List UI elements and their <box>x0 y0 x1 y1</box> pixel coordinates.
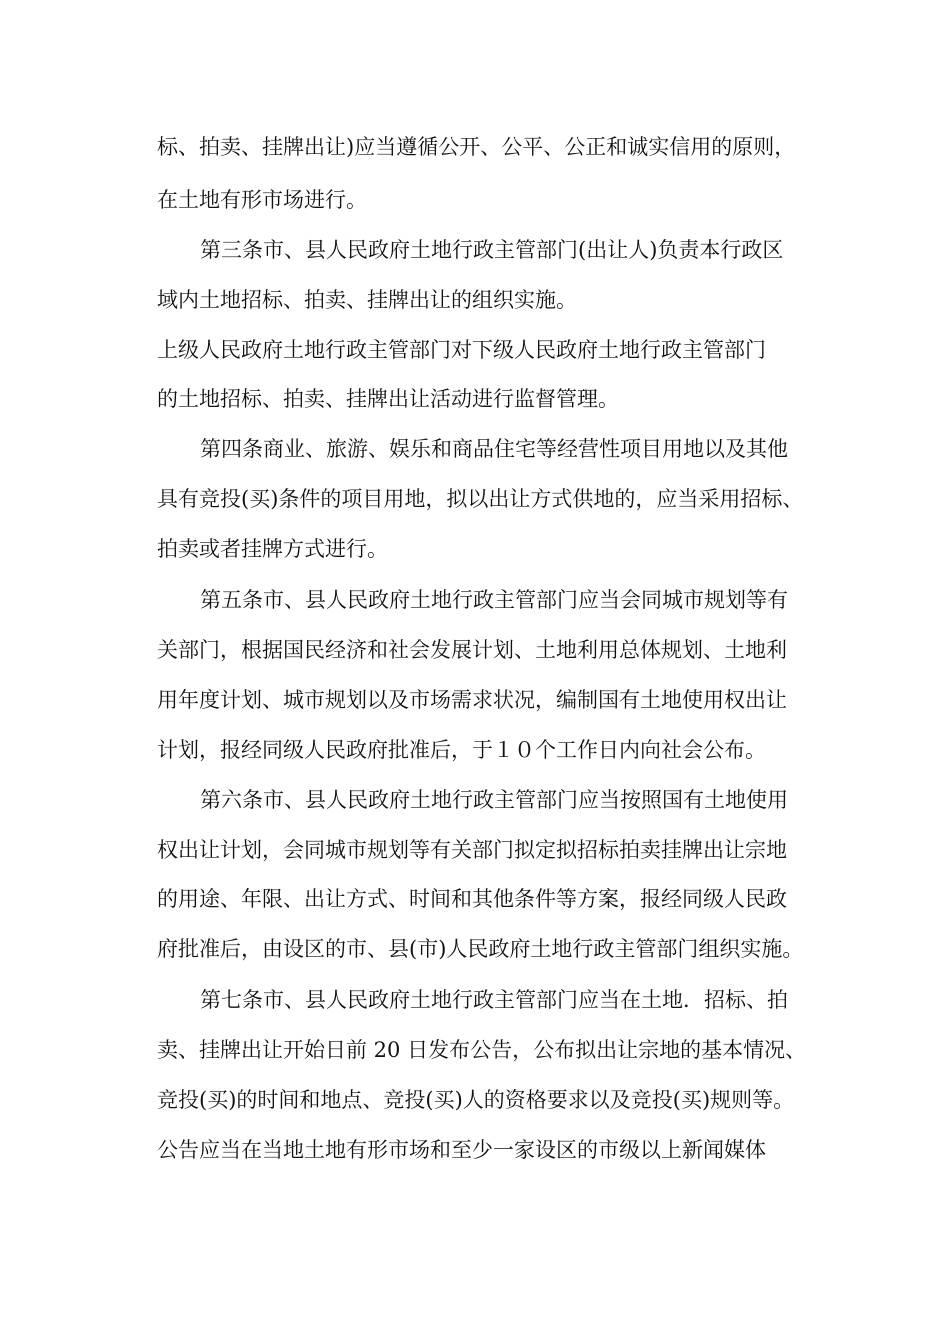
text-line: 拍卖或者挂牌方式进行。 <box>157 537 388 561</box>
article-4-line: 第四条商业、旅游、娱乐和商品住宅等经营性项目用地以及其他 <box>200 437 788 461</box>
text-line: 公告应当在当地土地有形市场和至少一家设区的市级以上新闻媒体 <box>157 1138 766 1162</box>
text-line: 用年度计划、城市规划以及市场需求状况，编制国有土地使用权出让 <box>157 688 787 712</box>
text-line: 具有竞投(买)条件的项目用地，拟以出让方式供地的，应当采用招标、 <box>157 487 804 511</box>
text-line: 计划，报经同级人民政府批准后，于１０个工作日内向社会公布。 <box>157 738 766 762</box>
text-line: 的用途、年限、出让方式、时间和其他条件等方案，报经同级人民政 <box>157 887 787 911</box>
text-line: 在土地有形市场进行。 <box>157 188 367 212</box>
article-7-line: 第七条市、县人民政府土地行政主管部门应当在土地．招标、拍 <box>200 988 788 1012</box>
text-line: 的土地招标、拍卖、挂牌出让活动进行监督管理。 <box>157 387 619 411</box>
text-line: 上级人民政府土地行政主管部门对下级人民政府土地行政主管部门 <box>157 338 766 362</box>
article-6-line: 第六条市、县人民政府土地行政主管部门应当按照国有土地使用 <box>200 788 788 812</box>
text-line: 竞投(买)的时间和地点、竞投(买)人的资格要求以及竞投(买)规则等。 <box>157 1088 795 1112</box>
text-line: 标、拍卖、挂牌出让)应当遵循公开、公平、公正和诚实信用的原则， <box>157 135 796 159</box>
article-3-line: 第三条市、县人民政府土地行政主管部门(出让人)负责本行政区 <box>200 238 784 262</box>
article-5-line: 第五条市、县人民政府土地行政主管部门应当会同城市规划等有 <box>200 588 788 612</box>
text-line: 卖、挂牌出让开始日前 20 日发布公告，公布拟出让宗地的基本情况、 <box>157 1038 807 1062</box>
text-line: 关部门，根据国民经济和社会发展计划、土地利用总体规划、土地利 <box>157 638 787 662</box>
text-line: 域内土地招标、拍卖、挂牌出让的组织实施。 <box>157 288 577 312</box>
text-line: 府批准后，由设区的市、县(市)人民政府土地行政主管部门组织实施。 <box>157 937 804 961</box>
text-line: 权出让计划，会同城市规划等有关部门拟定拟招标拍卖挂牌出让宗地 <box>157 838 787 862</box>
